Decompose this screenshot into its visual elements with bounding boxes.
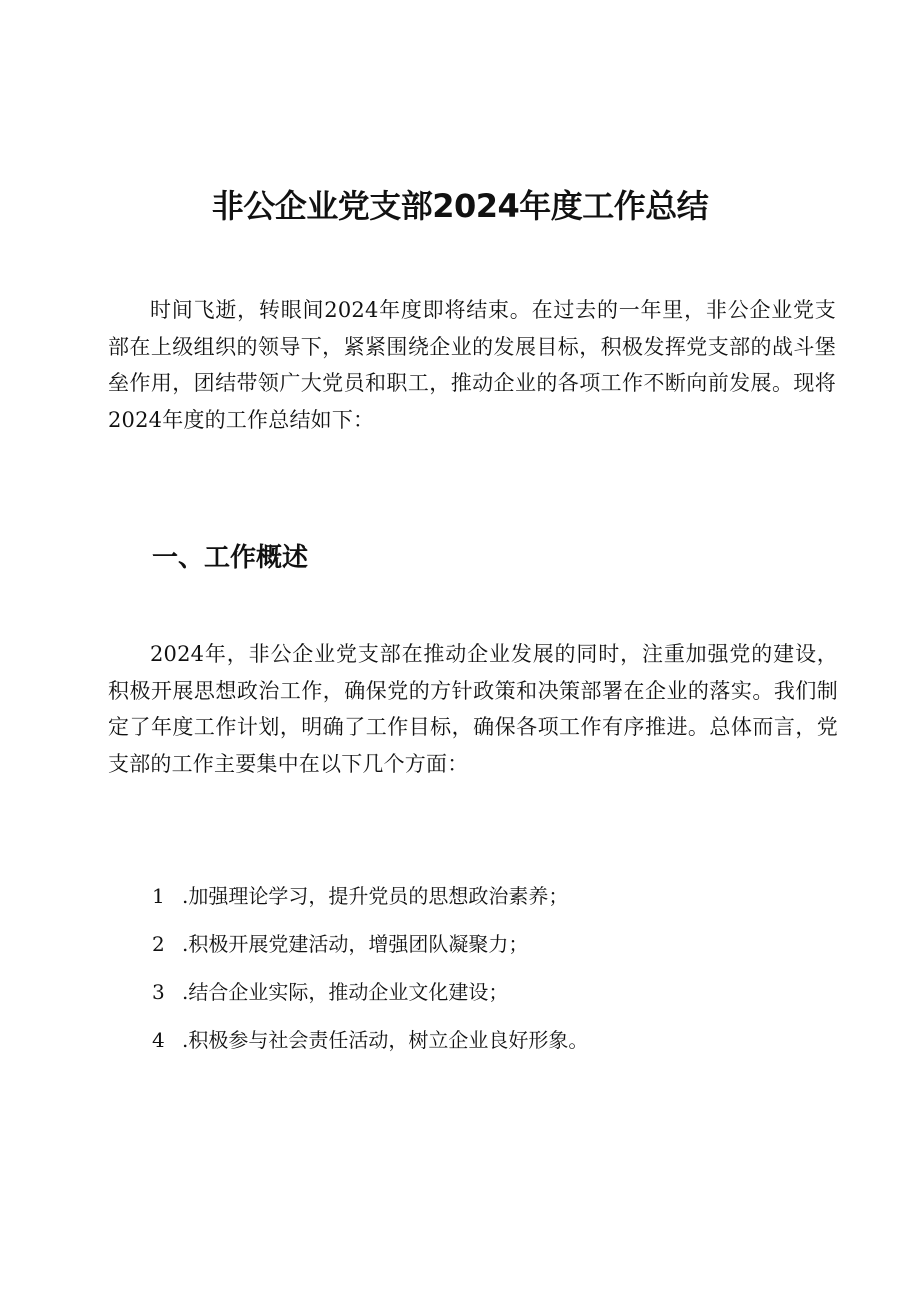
document-title: 非公企业党支部2024年度工作总结	[211, 187, 709, 225]
list-item-text: .积极开展党建活动，增强团队凝聚力；	[182, 932, 529, 956]
section-heading-overview: 一、工作概述	[152, 543, 309, 573]
focus-list	[152, 878, 588, 1070]
list-item-text: .积极参与社会责任活动，树立企业良好形象。	[182, 1028, 589, 1052]
list-item-number: 3	[152, 980, 165, 1004]
list-item-number: 1	[152, 884, 165, 908]
list-item	[152, 878, 588, 926]
intro-paragraph: 时间飞逝，转眼间2024年度即将结束。在过去的一年里，非公企业党支部在上级组织的领导下，紧紧围绕企业的发展目标，积极发挥党支部的战斗堡垒作用，团结带领广大党员和职工，推动企业的各项工作不断向前发展。现将2024年度的工作总结如下：	[108, 298, 836, 432]
overview-paragraph: 2024年，非公企业党支部在推动企业发展的同时，注重加强党的建设，积极开展思想政治工作，确保党的方针政策和决策部署在企业的落实。我们制定了年度工作计划，明确了工作目标，确保各项工作有序推进。总体而言，党支部的工作主要集中在以下几个方面：	[108, 642, 838, 776]
list-item	[152, 1022, 588, 1070]
list-item	[152, 926, 588, 974]
list-item-number: 2	[152, 932, 165, 956]
list-item	[152, 974, 588, 1022]
list-item-text: .结合企业实际，推动企业文化建设；	[182, 980, 509, 1004]
list-item-number: 4	[152, 1028, 165, 1052]
list-item-text: .加强理论学习，提升党员的思想政治素养；	[182, 884, 569, 908]
